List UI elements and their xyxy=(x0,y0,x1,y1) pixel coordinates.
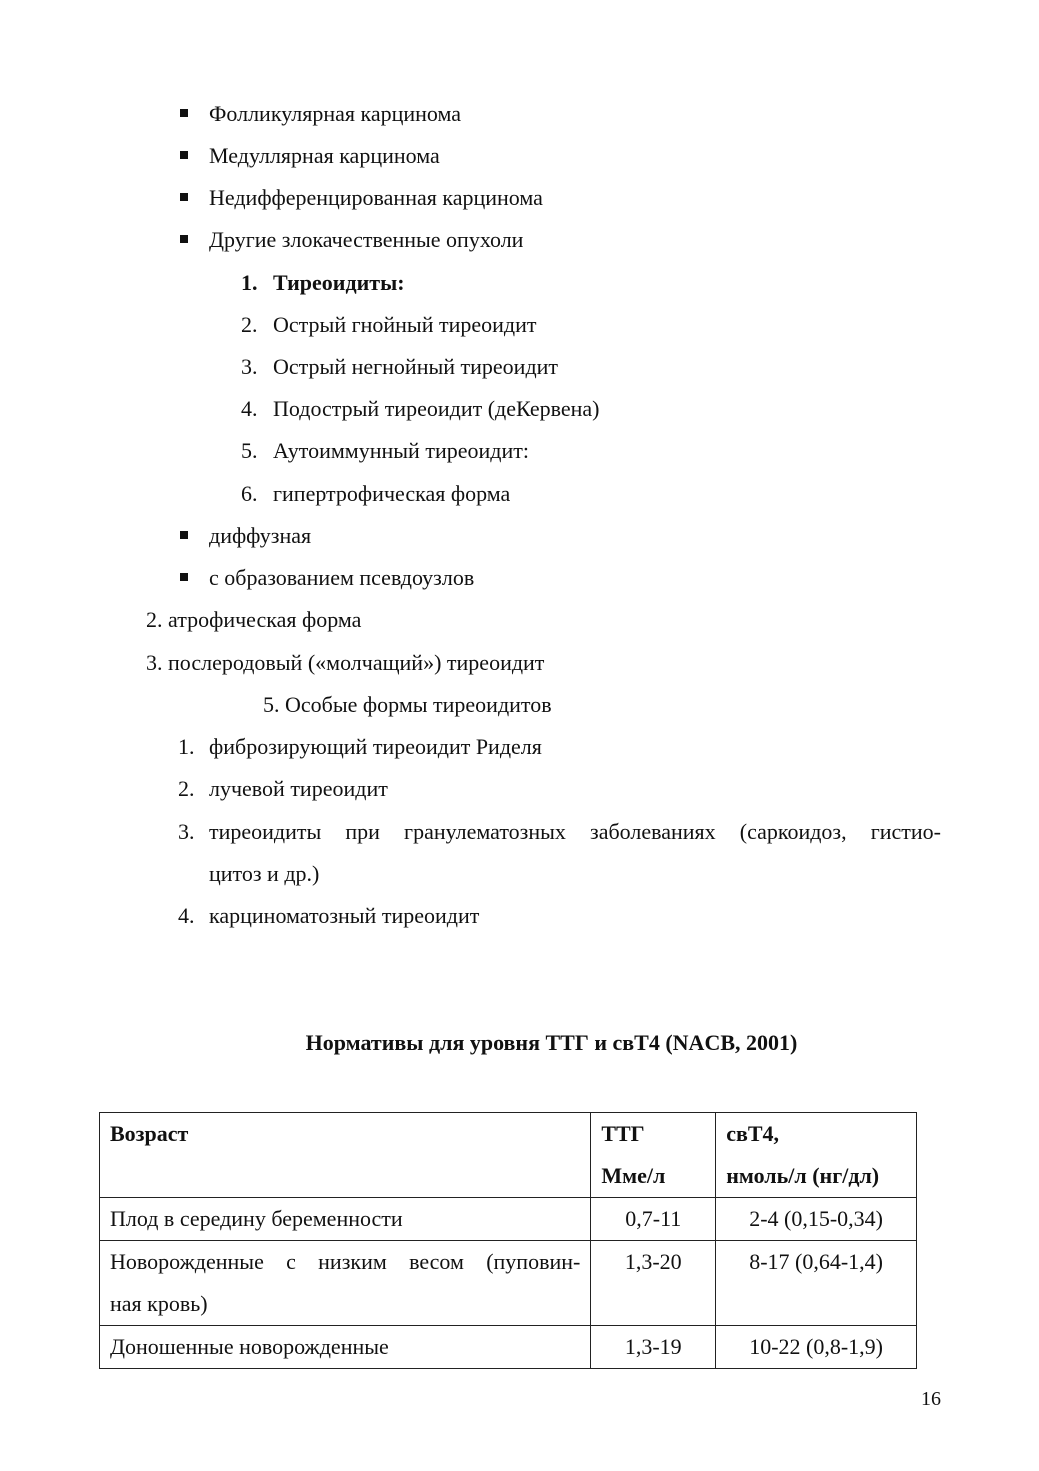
list-number: 4. xyxy=(241,396,258,421)
list-item: лучевой тиреоидит xyxy=(209,776,388,801)
header-t4 xyxy=(716,1113,917,1198)
list-item: Недифференцированная карцинома xyxy=(209,185,543,210)
header-age-label: Возраст xyxy=(110,1121,189,1146)
list-item: Тиреоидиты: xyxy=(273,270,405,295)
list-item: Острый негнойный тиреоидит xyxy=(273,354,559,379)
list-number: 3. xyxy=(178,819,195,844)
list-item-continuation: цитоз и др.) xyxy=(209,861,320,886)
cell-ttg: 1,3-19 xyxy=(591,1326,716,1369)
table-row xyxy=(100,1198,917,1241)
header-t4-label: свТ4, xyxy=(726,1121,780,1146)
cell-t4: 10-22 (0,8-1,9) xyxy=(716,1326,917,1369)
list-number: 4. xyxy=(178,903,195,928)
list-item: Острый гнойный тиреоидит xyxy=(273,312,537,337)
list-number: 1. xyxy=(241,270,258,295)
header-ttg-label: ТТГ xyxy=(601,1121,645,1146)
list-number: 1. xyxy=(178,734,195,759)
list-number: 6. xyxy=(241,481,258,506)
page-number: 16 xyxy=(921,1388,941,1410)
list-item: диффузная xyxy=(209,523,312,548)
cell-age-text: Плод в середину беременности xyxy=(110,1206,403,1231)
list-item: Аутоиммунный тиреоидит: xyxy=(273,438,529,463)
section-heading: 5. Особые формы тиреоидитов xyxy=(263,692,552,717)
table-title: Нормативы для уровня ТТГ и свТ4 (NACB, 2001) xyxy=(305,1030,798,1055)
list-number: 2. xyxy=(241,312,258,337)
cell-ttg: 1,3-20 xyxy=(591,1241,716,1326)
bullet-marker-icon xyxy=(180,151,188,159)
paragraph-line: 3. послеродовый («молчащий») тиреоидит xyxy=(146,650,545,675)
header-t4-unit: нмоль/л (нг/дл) xyxy=(726,1163,880,1188)
table-header-row xyxy=(100,1113,917,1198)
paragraph-line: 2. атрофическая форма xyxy=(146,607,362,632)
list-item: с образованием псевдоузлов xyxy=(209,565,475,590)
list-item: фиброзирующий тиреоидит Риделя xyxy=(209,734,542,759)
norms-table xyxy=(99,1112,917,1369)
list-number: 2. xyxy=(178,776,195,801)
table-row xyxy=(100,1241,917,1326)
bullet-marker-icon xyxy=(180,109,188,117)
cell-ttg: 0,7-11 xyxy=(591,1198,716,1241)
cell-age-text: Доношенные новорожденные xyxy=(110,1334,389,1359)
cell-age xyxy=(100,1326,591,1369)
cell-t4: 8-17 (0,64-1,4) xyxy=(716,1241,917,1326)
bullet-marker-icon xyxy=(180,235,188,243)
list-number: 3. xyxy=(241,354,258,379)
cell-t4: 2-4 (0,15-0,34) xyxy=(716,1198,917,1241)
cell-age-text: Новорожденные с низким весом (пуповин- xyxy=(110,1249,581,1274)
table-row xyxy=(100,1326,917,1369)
header-ttg-unit: Мме/л xyxy=(601,1163,666,1188)
cell-age xyxy=(100,1241,591,1326)
bullet-marker-icon xyxy=(180,193,188,201)
list-item: гипертрофическая форма xyxy=(273,481,511,506)
list-item: тиреоидиты при гранулематозных заболеваниях (саркоидоз, гистио- xyxy=(209,819,941,844)
list-item: Другие злокачественные опухоли xyxy=(209,227,524,252)
header-age xyxy=(100,1113,591,1198)
list-number: 5. xyxy=(241,438,258,463)
header-ttg xyxy=(591,1113,716,1198)
bullet-marker-icon xyxy=(180,573,188,581)
list-item: Медуллярная карцинома xyxy=(209,143,440,168)
cell-age xyxy=(100,1198,591,1241)
bullet-marker-icon xyxy=(180,531,188,539)
list-item: Подострый тиреоидит (деКервена) xyxy=(273,396,600,421)
list-item: карциноматозный тиреоидит xyxy=(209,903,480,928)
list-item: Фолликулярная карцинома xyxy=(209,101,462,126)
cell-age-text-continuation: ная кровь) xyxy=(110,1291,208,1316)
